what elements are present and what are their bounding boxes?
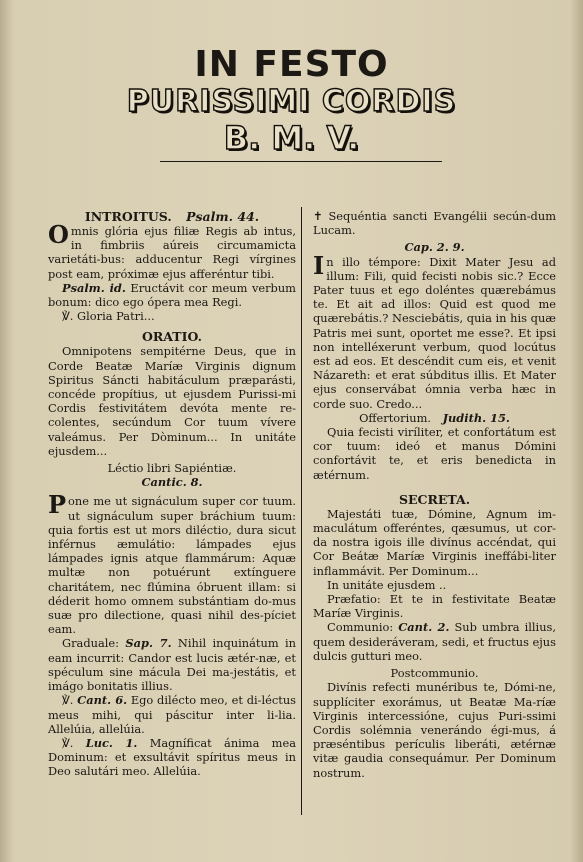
title-purissimi-cordis: PURISSIMI CORDIS xyxy=(126,84,457,119)
introitus-text xyxy=(48,220,296,281)
verse-1-symbol: ℣. xyxy=(62,693,74,708)
oratio-text: Omnipotens sempitérne Deus, que in Corde Beatæ Maríæ Virginis dignum Spiritus Sáncti habitáculum præparásti, concéde propítius, ut ejusdem Purissi-mi Cordis festivitátem devóta mente re-colentes, secúndum Cor tuum vívere valeámus. Per Dòminum... In unitáte ejusdem... xyxy=(48,344,296,458)
lectio-text xyxy=(48,490,296,637)
introitus-initial: O xyxy=(48,220,69,249)
introitus-psalm-text: Eructávit cor meum verbum bonum: dico ego ópera mea Regi. xyxy=(48,280,296,310)
verse-2-ref: Luc. 1. xyxy=(85,735,138,750)
title-in-festo: IN FESTO xyxy=(194,44,389,85)
lectio-ref: Cantic. 8. xyxy=(141,475,203,490)
verse-2-text: Magníficat ánima mea Dominum: et exsultávit spíritus meus in Deo salutári meo. Allelúia. xyxy=(48,735,296,779)
evangelium-body: n illo témpore: Dixit Mater Jesu ad illum: Fili, quid fecisti nobis sic.? Ecce Pater tuus et ego doléntes quærebámus te. Et ait ad illos: Quid est quod me quærebátis.? Nesciebátis, quia in his quæ Patris mei sunt, oportet me esse?. Et ipsi non intelléxerunt verbum, quod locútus est ad eos. Et descéndit cum eis, et venit Názareth: et erat súbditus illis. Et Mater ejus conservábat ómnia verba hæc in corde suo. Credo... xyxy=(313,254,556,411)
graduale-text xyxy=(48,636,296,693)
lectio-initial: P xyxy=(48,490,67,520)
communio-body: Sub umbra illius, quem desideráveram, sedi, et fructus ejus dulcis gutturi meo. xyxy=(313,620,556,663)
graduale-label: Graduale: xyxy=(62,636,119,651)
communio-text xyxy=(313,620,556,663)
introitus-psalm-ref: Psalm. id. xyxy=(62,280,126,295)
secreta-heading: SECRETA. xyxy=(398,491,471,507)
evangelium-cap-ref: Cap. 2. 9. xyxy=(404,240,465,255)
verse-2-symbol: ℣. xyxy=(62,735,74,750)
introitus-heading xyxy=(48,209,296,224)
evangelium-text xyxy=(313,250,556,411)
communio-ref: Cant. 2. xyxy=(398,620,450,635)
oratio-heading: ORATIO. xyxy=(142,329,202,345)
graduale-verse-2 xyxy=(48,736,296,779)
offertorium-text: Quia fecisti viríliter, et confortátum est cor tuum: ideó et manus Dómini confortávit te, et eris benedicta in ætérnum. xyxy=(313,425,556,482)
introitus-ref: Psalm. 44. xyxy=(186,209,260,224)
introitus-psalm xyxy=(48,281,296,309)
evangelium-intro: ✝ Sequéntia sancti Evangélii secún-dum Lucam. xyxy=(313,209,556,238)
graduale-ref: Sap. 7. xyxy=(125,636,172,651)
column-divider xyxy=(301,207,302,815)
graduale-body: Nihil inquinátum in eam incurrit: Candor est lucis ætér-næ, et spéculum sine mácula Dei ma-jestátis, et imágo bonitatis illius. xyxy=(48,636,296,694)
praefatio-text: Præfatio: Et te in festivitate Beatæ Maríæ Virginis. xyxy=(313,592,556,621)
title-rule xyxy=(160,161,442,162)
secreta-text: Majestáti tuæ, Dómine, Agnum im-maculátum offeréntes, qæsumus, ut cor-da nostra igois ille divínus accéndat, qui Cor Beátæ Maríæ Virginis ineffábi-liter inflammávit. Per Dominum... xyxy=(313,506,556,578)
lectio-body: one me ut signáculum super cor tuum. ut signáculum super bráchium tuum: quia fortis est ut mors diléctio, dura sicut inférnus æmulátio: lámpades ejus lámpades ignis atque flammárum: Aquæ multæ non potuérunt extínguere charitátem, nec flúmina óbruent illam: si déderit homo omnem substántiam do-mus suæ pro dilectione, quasi nihil des-píciet eam. xyxy=(48,494,296,637)
offertorium-label: Offertorium. xyxy=(359,410,431,425)
offertorium-ref: Judith. 15. xyxy=(442,410,510,425)
postcommunio-text: Divínis refecti munéribus te, Dómi-ne, supplíciter exorámus, ut Beatæ Ma-ríæ Virginis intercessióne, cujus Puri-ssimi Cordis solémnia venerándo égi-mus, á præséntibus perículis liberáti, ætérnæ vitæ gaudia consequámur. Per Dominum nostrum. xyxy=(313,680,556,780)
verse-1-text: Ego dilécto meo, et di-léctus meus mihi, qui páscitur inter li-lia. Allelúia, allelúia. xyxy=(48,693,296,736)
secreta-unitate: In unitáte ejusdem .. xyxy=(327,577,447,592)
introitus-title: INTROITUS. xyxy=(84,209,172,224)
communio-label: Communio: xyxy=(327,620,394,635)
introitus-body: mnis glória ejus filiæ Regis ab intus, in fimbriis aúreis circumamicta varietáti-bus: adducentur Regi vírgines post eam, próximæ ejus afferéntur tibi. xyxy=(48,224,296,281)
graduale-verse-1 xyxy=(48,693,296,736)
evangelium-initial: I xyxy=(313,250,325,280)
postcommunio-heading: Postcommunio. xyxy=(390,666,479,681)
introitus-gloria: ℣. Gloria Patri... xyxy=(62,309,155,324)
lectio-title: Léctio libri Sapiéntiæ. xyxy=(107,461,237,476)
verse-1-ref: Cant. 6. xyxy=(77,693,128,708)
offertorium-heading xyxy=(313,411,556,425)
title-bmv: B. M. V. xyxy=(223,119,360,157)
right-column xyxy=(313,209,556,780)
left-column xyxy=(48,209,296,779)
